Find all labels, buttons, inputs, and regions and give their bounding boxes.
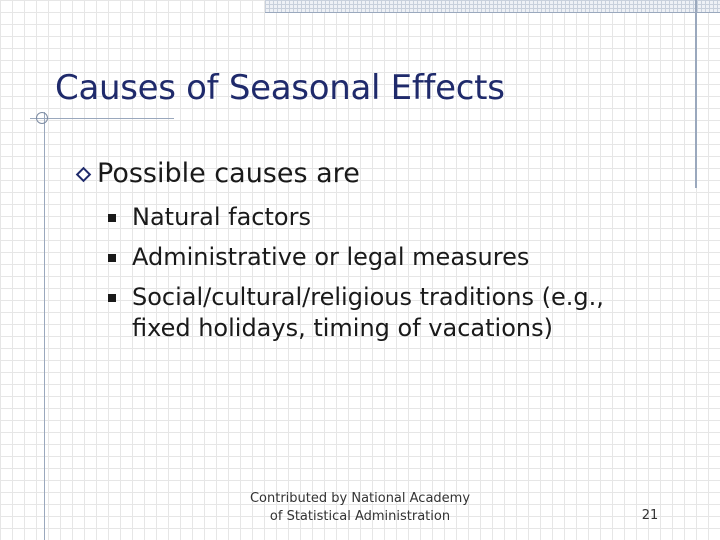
corner-circle-mark <box>36 112 48 124</box>
page-number: 21 <box>641 508 659 523</box>
list-item-text: Natural factors <box>132 203 311 231</box>
level1-bullet-text: Possible causes are <box>97 158 360 189</box>
level1-bullet-item <box>78 158 360 189</box>
slide-footer <box>240 490 480 526</box>
list-item-text: Social/cultural/religious traditions (e.g., fixed holidays, timing of vacations) <box>132 283 604 342</box>
slide-title: Causes of Seasonal Effects <box>55 68 505 108</box>
list-item <box>108 282 668 344</box>
left-vertical-rule <box>44 112 45 540</box>
right-vertical-rule <box>695 0 697 188</box>
list-item <box>108 242 668 273</box>
square-bullet-icon <box>108 214 116 222</box>
square-bullet-icon <box>108 254 116 262</box>
list-item-text: Administrative or legal measures <box>132 243 530 271</box>
diamond-icon <box>76 167 92 183</box>
top-decorative-band <box>265 0 720 13</box>
footer-line-1: Contributed by National Academy <box>249 491 471 506</box>
list-item <box>108 202 668 233</box>
footer-line-2: of Statistical Administration <box>269 509 451 524</box>
cause-list <box>108 202 668 353</box>
title-underline <box>30 118 174 119</box>
square-bullet-icon <box>108 294 116 302</box>
